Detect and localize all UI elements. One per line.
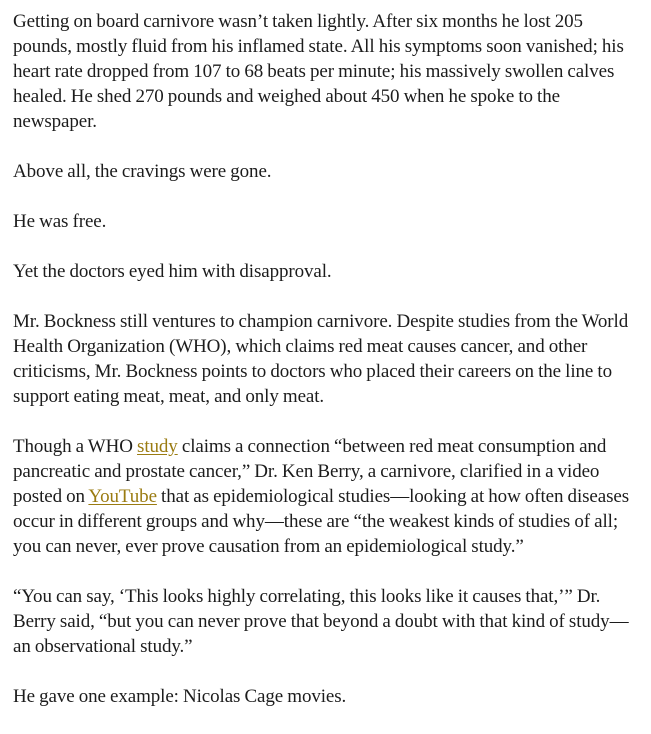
youtube-link[interactable]: YouTube	[88, 486, 157, 507]
paragraph-text: Though a WHO	[13, 436, 138, 457]
paragraph-doctors-disapproval	[13, 259, 638, 284]
paragraph-text: Mr. Bockness still ventures to champion carnivore. Despite studies from the World Health Organization (WHO), which claims red meat causes cancer, and other criticisms, Mr. Bockness points to doctors who placed their careers on the line to support eating meat, meat, and only meat.	[13, 311, 629, 407]
paragraph-text: that as epidemiological studies—looking at how often diseases occur in different groups and why—these are “the weakest kinds of studies of all; you can never, ever prove causation from an epidemiological study.”	[13, 486, 629, 557]
paragraph-text: Above all, the cravings were gone.	[13, 161, 272, 182]
paragraph-text: He gave one example: Nicolas Cage movies.	[13, 686, 347, 707]
paragraph-he-was-free	[13, 209, 638, 234]
paragraph-champion-carnivore	[13, 309, 638, 409]
paragraph-text: “You can say, ‘This looks highly correlating, this looks like it causes that,’” Dr. Berry said, “but you can never prove that beyond a doubt with that kind of study—an observational study.”	[13, 586, 629, 657]
paragraph-berry-quote	[13, 584, 638, 659]
paragraph-text: He was free.	[13, 211, 107, 232]
study-link[interactable]: study	[137, 436, 178, 457]
paragraph-text: Getting on board carnivore wasn’t taken lightly. After six months he lost 205 pounds, mostly fluid from his inflamed state. All his symptoms soon vanished; his heart rate dropped from 107 to 68 beats per minute; his massively swollen calves healed. He shed 270 pounds and weighed about 450 when he spoke to the newspaper.	[13, 11, 624, 132]
paragraph-text: Yet the doctors eyed him with disapproval.	[13, 261, 332, 282]
paragraph-who-study	[13, 434, 638, 559]
paragraph-cravings-gone	[13, 159, 638, 184]
paragraph-weight-loss	[13, 9, 638, 134]
paragraph-nicolas-cage	[13, 684, 638, 709]
paragraph-text: claims a connection “between red meat consumption and pancreatic and prostate cancer,” Dr. Ken Berry, a carnivore, clarified in a video posted on	[13, 436, 607, 507]
